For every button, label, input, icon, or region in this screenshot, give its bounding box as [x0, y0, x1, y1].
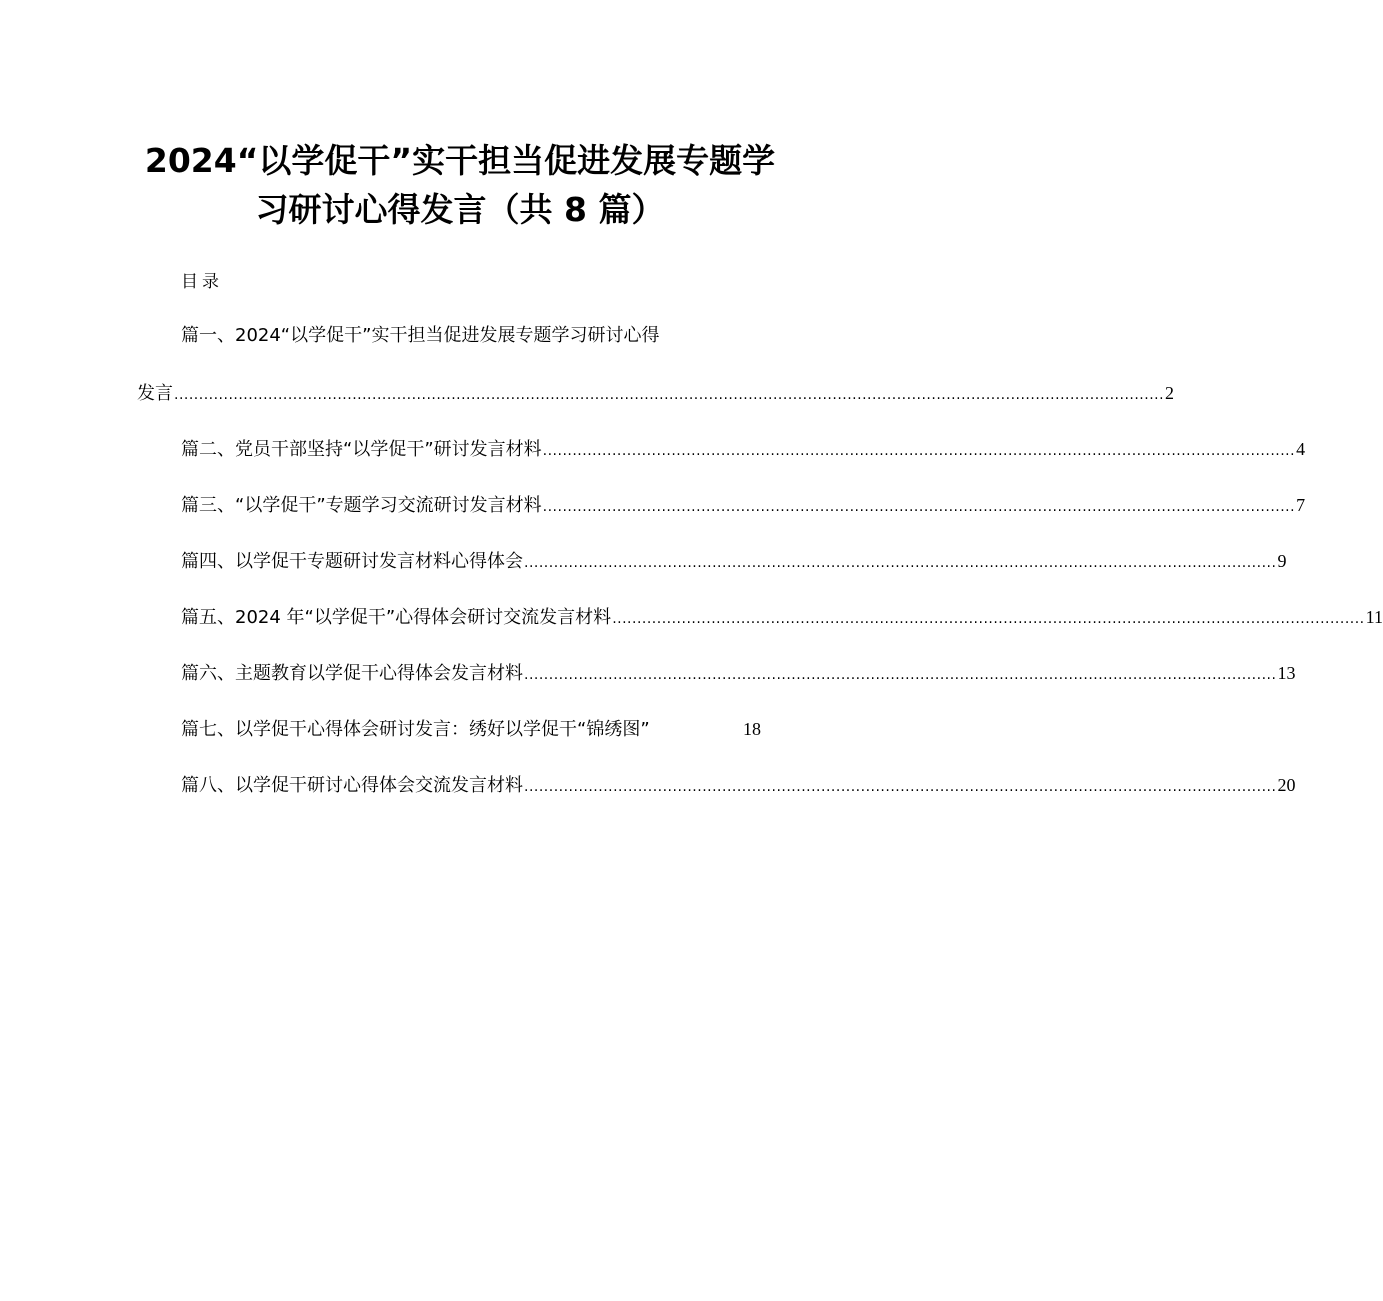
toc-leader-dots: ........................................................................................................................................................ — [542, 499, 1296, 515]
toc-entry-text: 发言 — [137, 383, 173, 404]
toc-entry-text: 篇七、以学促干心得体会研讨发言：绣好以学促干“锦绣图” — [181, 719, 650, 740]
toc-entry-4[interactable] — [181, 548, 1287, 576]
toc-entry-3[interactable] — [181, 492, 1306, 520]
toc-page-number: 2 — [1165, 383, 1175, 403]
document-title-line-1: 2024“以学促干”实干担当促进发展专题学 — [144, 141, 776, 180]
toc-entry-2[interactable] — [181, 436, 1306, 464]
toc-entry-text: 篇六、主题教育以学促干心得体会发言材料 — [181, 663, 523, 684]
toc-entry-text: 篇三、“以学促干”专题学习交流研讨发言材料 — [181, 495, 542, 516]
toc-page-number: 20 — [1277, 775, 1296, 795]
toc-entry-7[interactable] — [181, 716, 761, 743]
toc-page-number: 11 — [1365, 607, 1383, 627]
toc-page-number: 13 — [1277, 663, 1296, 683]
toc-page-number: 18 — [743, 719, 761, 739]
toc-leader-dots: ........................................................................................................................................................ — [524, 779, 1277, 795]
toc-entry-text: 篇八、以学促干研讨心得体会交流发言材料 — [181, 775, 523, 796]
toc-entry-text: 篇四、以学促干专题研讨发言材料心得体会 — [181, 551, 523, 572]
toc-leader-dots: ........................................................................................................................................................ — [524, 667, 1277, 683]
toc-entry-8[interactable] — [181, 772, 1296, 800]
toc-entry-6[interactable] — [181, 660, 1296, 688]
toc-leader-dots: ........................................................................................................................................................................................................ — [174, 387, 1165, 403]
toc-heading: 目录 — [181, 272, 223, 292]
toc-entry-text: 篇二、党员干部坚持“以学促干”研讨发言材料 — [181, 439, 542, 460]
toc-page-number: 7 — [1296, 495, 1306, 515]
toc-entry-5[interactable] — [181, 604, 1383, 632]
toc-leader-dots: ........................................................................................................................................................ — [542, 443, 1296, 459]
toc-leader-dots: ........................................................................................................................................................ — [612, 611, 1365, 627]
toc-entry-1[interactable] — [137, 380, 1175, 408]
toc-entry-1-line-1[interactable] — [181, 323, 659, 349]
toc-leader-dots: ........................................................................................................................................................ — [524, 555, 1277, 571]
toc-page-number: 9 — [1277, 551, 1287, 571]
toc-page-number: 4 — [1296, 439, 1306, 459]
toc-entry-text: 篇五、2024 年“以学促干”心得体会研讨交流发言材料 — [181, 607, 612, 628]
toc-entry-text: 篇一、2024“以学促干”实干担当促进发展专题学习研讨心得 — [181, 325, 660, 346]
document-title-line-2: 习研讨心得发言（共 8 篇） — [255, 190, 665, 229]
